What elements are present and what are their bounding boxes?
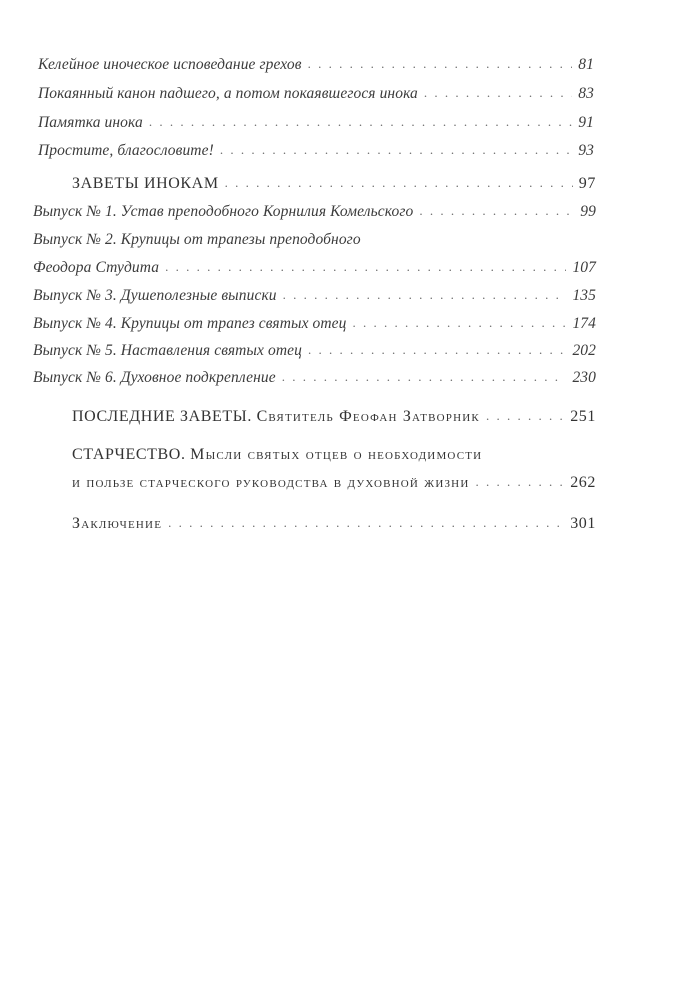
dot-leader: [168, 515, 564, 531]
toc-entry-title: Выпуск № 3. Душеполезные выписки: [33, 287, 277, 304]
toc-section-page: 301: [570, 515, 596, 532]
toc-section-page: 97: [578, 175, 596, 192]
dot-leader: [419, 203, 574, 219]
toc-entry-page: 93: [578, 142, 594, 159]
toc-section: [72, 408, 596, 426]
toc-entry: [38, 56, 594, 74]
toc-entry: [33, 203, 596, 221]
dot-leader: [308, 56, 573, 72]
dot-leader: [486, 408, 564, 424]
dot-leader: [225, 175, 573, 191]
toc-section: [72, 474, 596, 492]
toc-entry-page: 83: [578, 85, 594, 102]
toc-section-page: 251: [570, 408, 596, 425]
toc-entry: [38, 114, 594, 132]
toc-entry-title: Келейное иноческое исповедание грехов: [38, 56, 302, 73]
toc-entry-title: Памятка инока: [38, 114, 143, 131]
dot-leader: [165, 259, 566, 275]
dot-leader: [308, 342, 566, 358]
toc-entry: [33, 259, 596, 277]
toc-entry: [33, 369, 596, 387]
toc-section-title: ЗАВЕТЫ ИНОКАМ: [72, 175, 219, 192]
toc-entry-page: 91: [578, 114, 594, 131]
toc-entry-title: Выпуск № 2. Крупицы от трапезы преподобного: [33, 231, 361, 248]
toc-entry-title: Покаянный канон падшего, а потом покаявшегося инока: [38, 85, 418, 102]
toc-section-title: [72, 446, 482, 464]
toc-section: [72, 175, 596, 193]
toc-entry: [33, 315, 596, 333]
toc-entry-title-continued: Феодора Студита: [33, 259, 160, 276]
toc-section-subtitle: Святитель Феофан Затворник: [256, 408, 480, 425]
dot-leader: [282, 369, 567, 385]
toc-entry: [38, 85, 594, 103]
toc-entry-title: Простите, благословите!: [38, 142, 214, 159]
toc-entry-page: 99: [580, 203, 596, 220]
dot-leader: [149, 114, 572, 130]
toc-section-line: [72, 446, 596, 464]
toc-entry-page: 135: [572, 287, 596, 304]
dot-leader: [424, 85, 572, 101]
toc-section-title: [72, 408, 480, 426]
dot-leader: [220, 142, 572, 158]
toc-section-heading: ПОСЛЕДНИЕ ЗАВЕТЫ.: [72, 408, 252, 425]
toc-entry-title: Выпуск № 5. Наставления святых отец: [33, 342, 302, 359]
toc-entry-page: 202: [572, 342, 596, 359]
toc-entry-title: Выпуск № 1. Устав преподобного Корнилия Комельского: [33, 203, 414, 220]
toc-entry-line: [33, 231, 596, 249]
toc-section: [72, 515, 596, 533]
toc-entry: [33, 342, 596, 360]
toc-entry: [38, 142, 594, 160]
toc-section-subtitle: Мысли святых отцев о необходимости: [190, 446, 483, 463]
toc-entry-page: 174: [572, 315, 596, 332]
dot-leader: [283, 287, 567, 303]
toc-entry-title: Выпуск № 4. Крупицы от трапез святых отец: [33, 315, 347, 332]
toc-section-heading: СТАРЧЕСТВО.: [72, 446, 186, 463]
toc-entry-title: Выпуск № 6. Духовное подкрепление: [33, 369, 276, 386]
toc-section-title-continued: и пользе старческого руководства в духовной жизни: [72, 474, 470, 491]
toc-entry: [33, 287, 596, 305]
toc-entry-page: 230: [572, 369, 596, 386]
toc-entry-page: 81: [578, 56, 594, 73]
dot-leader: [475, 474, 564, 490]
toc-section-title: Заключение: [72, 515, 163, 532]
dot-leader: [353, 315, 567, 331]
toc-entry-page: 107: [572, 259, 596, 276]
toc-section-page: 262: [570, 474, 596, 491]
